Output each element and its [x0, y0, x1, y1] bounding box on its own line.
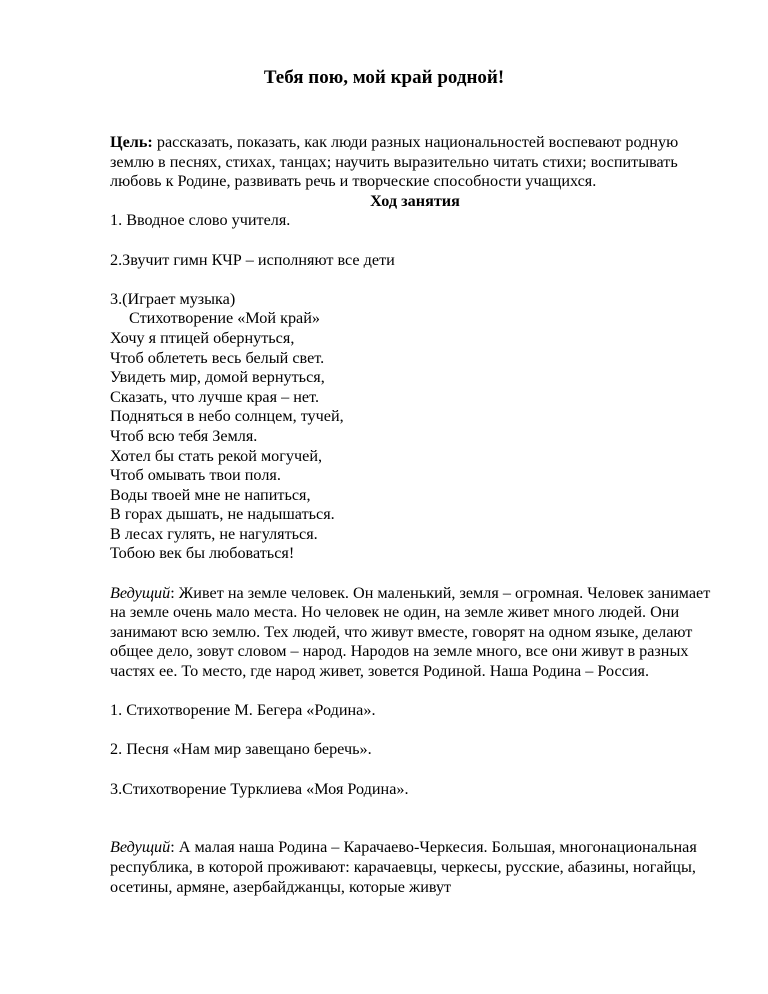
page-title: Тебя пою, мой край родной!: [263, 67, 505, 88]
poem-line: Подняться в небо солнцем, тучей,: [110, 407, 344, 426]
poem-line: Чтоб всю тебя Земля.: [110, 426, 258, 445]
poem-line: В лесах гулять, не нагуляться.: [110, 524, 318, 543]
host-paragraph-1: [110, 584, 720, 682]
spacer: [110, 231, 720, 251]
step-1: 1. Вводное слово учителя.: [110, 211, 291, 230]
spacer: [110, 799, 720, 819]
poem-line: Чтоб омывать твои поля.: [110, 466, 281, 485]
spacer: [110, 564, 720, 584]
speaker-label: Ведущий: [110, 838, 171, 857]
poem-line: Воды твоей мне не напиться,: [110, 485, 311, 504]
poem-line: Чтоб облететь весь белый свет.: [110, 348, 325, 367]
host-text: : А малая наша Родина – Карачаево-Черкесия. Большая, многонациональная республика, в которой проживают: карачаевцы, черкесы, русские, абазины, ногайцы, осетины, армяне, азербайджанцы, которые живут: [110, 838, 697, 896]
item-1: 1. Стихотворение М. Бегера «Родина».: [110, 701, 376, 720]
item-2: 2. Песня «Нам мир завещано беречь».: [110, 740, 372, 759]
spacer: [110, 721, 720, 741]
speaker-label: Ведущий: [110, 583, 171, 602]
goal-label: Цель:: [110, 133, 153, 151]
poem-line: Хочу я птицей обернуться,: [110, 328, 295, 347]
spacer: [110, 819, 720, 839]
spacer: [110, 682, 720, 702]
item-3: 3.Стихотворение Турклиева «Моя Родина».: [110, 779, 409, 798]
poem-line: В горах дышать, не надышаться.: [110, 505, 335, 524]
poem-line: Хотел бы стать рекой могучей,: [110, 446, 323, 465]
document-body: [110, 133, 720, 897]
step-3: 3.(Играет музыка): [110, 289, 236, 308]
poem-title: Стихотворение «Мой край»: [129, 309, 321, 328]
poem-line: Тобою век бы любоваться!: [110, 544, 295, 563]
poem-line: Увидеть мир, домой вернуться,: [110, 368, 325, 387]
section-heading: Ход занятия: [370, 191, 460, 210]
poem-line: Сказать, что лучше края – нет.: [110, 387, 319, 406]
host-paragraph-2: [110, 838, 720, 897]
goal-paragraph: [110, 133, 720, 192]
goal-text: рассказать, показать, как люди разных национальностей воспевают родную землю в песнях, стихах, танцах; научить выразительно читать стихи; воспитывать любовь к Родине, развивать речь и творческие способности учащихся.: [110, 133, 679, 191]
spacer: [110, 270, 720, 290]
host-text: : Живет на земле человек. Он маленький, земля – огромная. Человек занимает на земле очень мало места. Но человек не один, на земле живет много людей. Они занимают всю землю. Тех людей, что живут вместе, говорят на одном языке, делают общее дело, зовут словом – народ. Народов на земле много, все они живут в разных частях ее. То место, где народ живет, зовется Родиной. Наша Родина – Россия.: [110, 583, 711, 681]
spacer: [110, 760, 720, 780]
step-2: 2.Звучит гимн КЧР – исполняют все дети: [110, 250, 395, 269]
